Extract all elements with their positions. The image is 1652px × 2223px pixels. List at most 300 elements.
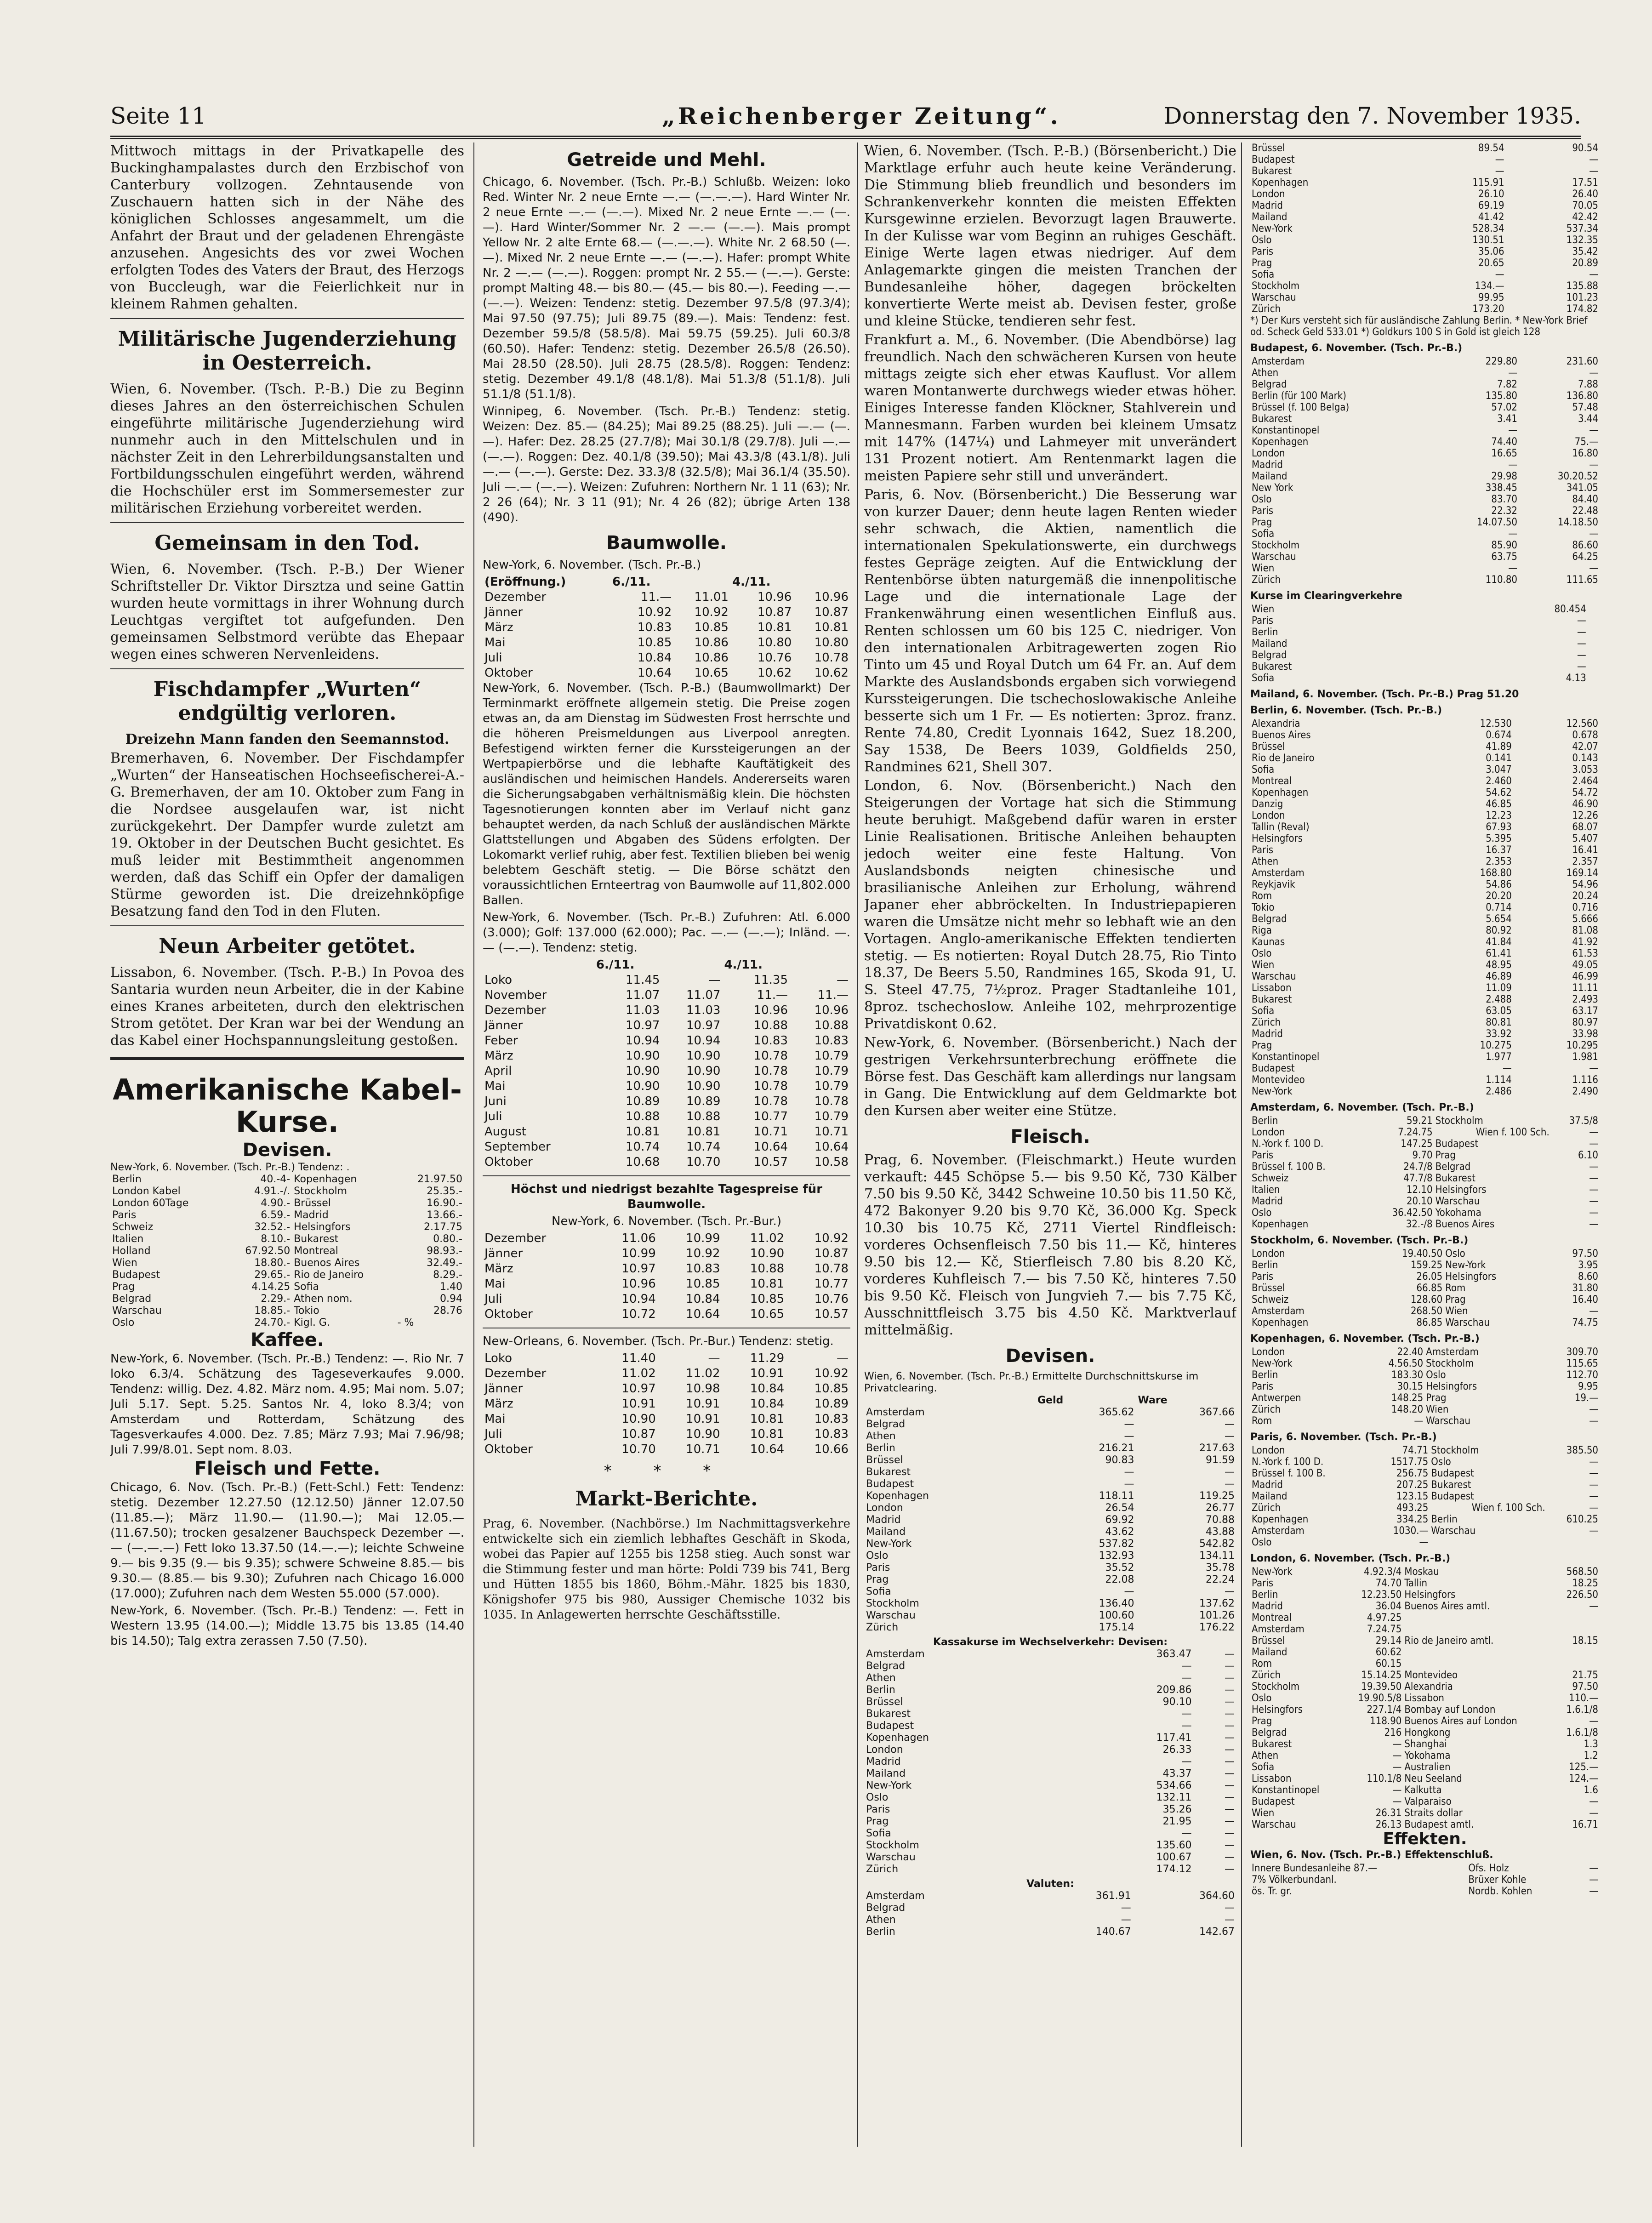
table-cell: 48.95: [1486, 959, 1512, 971]
divider: [483, 1175, 850, 1176]
table-cell: Rio de Janeiro amtl.: [1404, 1635, 1494, 1647]
table-cell: Zürich: [1252, 1017, 1281, 1028]
table-cell: —: [1225, 1756, 1235, 1767]
table-cell: Stockholm: [294, 1186, 347, 1197]
table-row: [1250, 741, 1600, 752]
table-row: [1250, 1358, 1600, 1369]
table-row: [864, 1419, 1236, 1431]
table-cell: Helsingfors: [1252, 1704, 1303, 1716]
table-cell: 367.66: [1199, 1407, 1235, 1418]
table-cell: Konstantinopel: [1252, 425, 1320, 436]
table-cell: 10.97: [686, 1019, 721, 1032]
table-cell: 97.50: [1572, 1248, 1598, 1260]
table-cell: Reykjavik: [1252, 879, 1295, 890]
table-cell: 309.70: [1566, 1346, 1598, 1358]
table-cell: 10.90: [621, 1412, 656, 1426]
article-subtitle-fischdampfer: Dreizehn Mann fanden den Seemannstod.: [125, 731, 450, 747]
table-row: [1250, 1578, 1600, 1589]
table-cell: 13.66.-: [427, 1209, 462, 1221]
baumwolle-neworleans-head: New-Orleans, 6. November. (Tsch. Pr.-Bur.) Tendenz: stetig.: [483, 1334, 834, 1348]
table-cell: Kopenhagen: [1252, 787, 1309, 798]
table-cell: 2.17.75: [424, 1221, 462, 1233]
table-cell: Oslo: [1431, 1456, 1451, 1468]
table-cell: 10.84: [686, 1292, 720, 1306]
table-cell: ös. Tr. gr.: [1252, 1886, 1292, 1897]
table-cell: Dezember: [484, 1367, 547, 1380]
table-cell: Sofia: [1252, 1005, 1275, 1017]
table-cell: 66.85: [1416, 1282, 1443, 1294]
table-cell: New-York: [1252, 223, 1293, 234]
table-cell: 32.49.-: [427, 1257, 462, 1269]
table-cell: Montreal: [294, 1245, 338, 1257]
table-cell: 10.85: [694, 621, 729, 634]
table-row: [483, 1079, 850, 1094]
table-cell: Rom: [1252, 1415, 1272, 1427]
baumwolle-head: New-York, 6. November. (Tsch. Pr.-B.): [483, 558, 701, 572]
table-cell: Feber: [484, 1034, 518, 1048]
table-cell: —: [1589, 1305, 1598, 1317]
table-row: [110, 1245, 464, 1257]
table-cell: 8.10.-: [261, 1233, 291, 1245]
table-row: [1250, 994, 1600, 1005]
column-header: 6./11.: [596, 958, 635, 972]
table-row: [864, 1756, 1236, 1768]
table-cell: Budapest: [866, 1478, 914, 1490]
table-cell: —: [837, 973, 849, 987]
table-cell: 135.88: [1566, 280, 1598, 292]
table-cell: 70.05: [1572, 200, 1598, 211]
table-cell: 24.70.-: [254, 1317, 291, 1328]
table-cell: Montevideo: [1404, 1670, 1458, 1681]
table-row: [864, 1768, 1236, 1780]
table-cell: 11.40: [621, 1351, 656, 1365]
table-cell: 4.14.25: [251, 1281, 291, 1293]
table-cell: Sofia: [1252, 528, 1275, 540]
amsterdam-head: Amsterdam, 6. November. (Tsch. Pr.-B.): [1250, 1102, 1474, 1113]
table-cell: 16.41: [1572, 844, 1598, 856]
table-cell: 97.50: [1572, 1681, 1598, 1693]
table-row: [1250, 142, 1600, 154]
table-cell: 80.92: [1486, 925, 1512, 936]
table-cell: —: [1589, 1502, 1598, 1514]
table-cell: 10.96: [621, 1277, 656, 1291]
table-row: [483, 1155, 850, 1170]
table-cell: Oslo: [1252, 494, 1272, 505]
table-cell: 69.92: [1105, 1514, 1134, 1526]
table-cell: 10.65: [750, 1307, 785, 1321]
table-cell: Amsterdam: [866, 1648, 925, 1660]
table-row: [1250, 356, 1600, 367]
table-cell: März: [484, 1397, 513, 1411]
table-cell: Loko: [484, 1351, 512, 1365]
table-cell: 10.99: [621, 1247, 656, 1260]
table-cell: —: [1589, 367, 1598, 379]
article-text-gemeinsam: Wien, 6. November. (Tsch. P.-B.) Der Wiener Schriftsteller Dr. Viktor Dirsztza und seine Gattin wurden heute vormittags in ihrer Wohnung durch Leuchtgas vergiftet tot aufgefunden. Den gemeinsamen Selbstmord verübte das Ehepaar wegen eines schweren Nervenleidens.: [110, 561, 464, 662]
table-cell: 132.11: [1156, 1792, 1192, 1803]
table-cell: 385.50: [1566, 1445, 1598, 1456]
table-cell: Jänner: [484, 1382, 523, 1396]
table-cell: Yokohama: [1404, 1750, 1451, 1761]
table-row: [483, 1231, 850, 1246]
table-cell: Italien: [112, 1233, 144, 1245]
table-cell: Budapest: [112, 1269, 160, 1281]
table-cell: Stockholm: [866, 1598, 919, 1609]
table-cell: 5.395: [1486, 833, 1512, 844]
table-cell: 10.81: [686, 1125, 721, 1139]
table-cell: 12.530: [1480, 718, 1512, 730]
table-cell: London: [866, 1502, 903, 1514]
table-cell: Wien: [1445, 1305, 1468, 1317]
table-cell: Kopenhagen: [1252, 1317, 1309, 1328]
table-row: [1250, 1704, 1600, 1716]
table-cell: 4.92.3/4: [1364, 1566, 1402, 1578]
table-cell: 10.91: [686, 1397, 720, 1411]
effekten-table: [1250, 1863, 1600, 1897]
table-cell: 41.42: [1478, 211, 1504, 223]
table-cell: Nordb. Kohlen: [1468, 1886, 1532, 1897]
baumwolle-hoechst-table: [483, 1231, 850, 1322]
table-cell: —: [1589, 154, 1598, 165]
boersenbericht-paris: Paris, 6. Nov. (Börsenbericht.) Die Besserung war von kurzer Dauer; denn heute lagen Renten wieder sehr schwach, die Aktien, namentlich die internationalen Spekulationswerte, ein durchwegs festes Gepräge zeigten. Auf die Entwicklung der Rentenbörse übten naturgemäß die innenpolitische Lage und die internationale Lage der Frankenwährung einen wesentlichen Einfluß aus. Renten schlossen um 60 bis 125 C. niedriger. Von den internationalen Arbitragewerten zogen Rio Tinto um 45 und Royal Dutch um 64 Fr. an. Auf dem Markte des Auslandsbonds ergaben sich vorwiegend Kurssteigerungen. Die tschechoslowakische Anleihe besserte sich um 1 Fr. — Es notierten: 3proz. franz. Rente 74.80, Credit Lyonnais 1642, Suez 18.200, Say 1538, De Beers 1039, Goldfields 250, Randmines 621, Shell 307.: [864, 487, 1236, 775]
table-row: [1250, 211, 1600, 223]
table-cell: 2.29.-: [261, 1293, 291, 1305]
table-cell: 10.92: [694, 605, 729, 619]
table-cell: 136.40: [1099, 1598, 1134, 1609]
table-cell: 3.047: [1486, 764, 1512, 775]
table-row: [483, 988, 850, 1003]
table-row: [1250, 1796, 1600, 1807]
table-cell: 159.25: [1410, 1260, 1443, 1271]
table-row: [1250, 627, 1600, 638]
table-cell: 54.96: [1572, 879, 1598, 890]
divider: [110, 318, 464, 319]
table-row: [110, 1305, 464, 1317]
table-cell: 54.86: [1486, 879, 1512, 890]
table-row: [1250, 1750, 1600, 1761]
table-row: [1250, 1863, 1600, 1874]
table-cell: 10.81: [757, 621, 792, 634]
table-cell: 26.31: [1375, 1807, 1402, 1819]
table-cell: Bukarest: [1252, 994, 1292, 1005]
table-row: [1250, 402, 1600, 413]
clearing-table: [1250, 604, 1600, 684]
table-cell: Madrid: [1252, 1601, 1283, 1612]
table-cell: 21.97.50: [417, 1174, 462, 1185]
table-cell: Oslo: [1445, 1248, 1465, 1260]
table-row: [110, 1317, 464, 1329]
table-cell: 10.89: [626, 1094, 660, 1108]
table-cell: 31.80: [1572, 1282, 1598, 1294]
table-cell: 10.64: [686, 1307, 720, 1321]
table-cell: 10.87: [621, 1427, 656, 1441]
table-cell: Sofia: [866, 1828, 891, 1839]
table-cell: 74.40: [1491, 436, 1518, 448]
article-title-fischdampfer: Fischdampfer „Wurten“ endgültig verloren.: [153, 678, 422, 725]
table-cell: [1403, 1658, 1554, 1670]
table-cell: London: [1252, 448, 1285, 459]
table-row: [1250, 482, 1600, 494]
table-cell: Kopenhagen: [866, 1732, 929, 1744]
table-cell: 10.71: [814, 1125, 849, 1139]
table-row: [1250, 1601, 1600, 1612]
table-cell: Wien: [1252, 959, 1275, 971]
table-cell: —: [1589, 1874, 1598, 1886]
table-cell: [1588, 650, 1600, 661]
table-cell: 10.71: [753, 1125, 788, 1139]
table-cell: Berlin: [1252, 1589, 1278, 1601]
table-row: [864, 1864, 1236, 1875]
table-cell: 10.97: [621, 1262, 656, 1276]
table-cell: Kopenhagen: [1252, 1219, 1309, 1230]
table-cell: Stockholm: [1252, 1681, 1300, 1693]
table-cell: Brüssel: [1252, 142, 1285, 154]
table-cell: —: [1589, 1796, 1598, 1807]
table-row: [110, 1257, 464, 1269]
table-cell: Warschau: [1431, 1525, 1476, 1537]
table-cell: [1554, 1624, 1600, 1635]
table-cell: Oktober: [484, 1307, 533, 1321]
table-cell: Warschau: [866, 1610, 916, 1621]
table-row: [1250, 367, 1600, 379]
table-cell: 22.24: [1206, 1574, 1235, 1585]
table-cell: New-York: [1252, 1358, 1293, 1369]
table-cell: Zürich: [1252, 1670, 1281, 1681]
table-cell: Warschau: [112, 1305, 162, 1317]
table-cell: Wien: [1252, 604, 1275, 615]
table-row: [1250, 1784, 1600, 1796]
table-cell: 26.13: [1375, 1819, 1402, 1830]
fleischmarkt-prag-text: Prag, 6. November. (Fleischmarkt.) Heute wurden verkauft: 445 Schöpse 5.— bis 9.50 Kč, 730 Kälber 7.50 bis 9.50 Kč, 3442 Schweine 10.50 bis 11.50 Kč, 472 Bakonyer 9.20 bis 9.70 Kč, 36.000 Kg. Speck 10.30 bis 10.75 Kč, 2711 Viertel Rindfleisch: vorderes Ochsenfleisch 7.50 bis 11.— Kč, hinteres 9.50 bis 12.— Kč, Stierfleisch 7.80 bis 8.20 Kč, vorderes Kuhfleisch 7.— bis 7.50 Kč, hinteres 7.50 bis 9.50 Kč. Fleisch von Jungvieh 7.— bis 7.75 Kč, Ausschnittfleisch 3.75 bis 4.50 Kč. Marktverlauf mittelmäßig.: [864, 1152, 1236, 1338]
table-cell: —: [1392, 1738, 1402, 1750]
table-cell: 10.64: [750, 1442, 785, 1456]
table-cell: 22.48: [1572, 505, 1598, 517]
table-row: [1250, 1282, 1600, 1294]
table-cell: 74.70: [1375, 1578, 1402, 1589]
table-cell: 10.92: [814, 1231, 849, 1245]
table-cell: 46.90: [1572, 798, 1598, 810]
table-cell: Oktober: [484, 1155, 533, 1169]
table-row: [1250, 730, 1600, 741]
table-cell: Amsterdam: [1252, 867, 1305, 879]
table-cell: 49.05: [1572, 959, 1598, 971]
table-row: [1250, 1150, 1600, 1161]
table-row: [1250, 1415, 1600, 1427]
table-cell: Wien: [1252, 1807, 1275, 1819]
table-cell: Tallin: [1404, 1578, 1427, 1589]
table-cell: 3.053: [1572, 764, 1598, 775]
table-cell: 148.20: [1391, 1404, 1424, 1415]
table-row: [1250, 292, 1600, 303]
table-cell: Tallin (Reval): [1252, 821, 1310, 833]
baumwolle-zufuhren-text: New-York, 6. November. (Tsch. Pr.-B.) Zufuhren: Atl. 6.000 (3.000); Golf: 137.000 (62.000); Pac. —.— (—.—); Inländ. —.— (—.—). Tendenz: stetig.: [483, 911, 850, 955]
table-cell: Mai: [484, 636, 506, 650]
table-row: [110, 1281, 464, 1293]
table-cell: Madrid: [1252, 1028, 1283, 1040]
berlin-head: Berlin, 6. November. (Tsch. Pr.-B.): [1250, 705, 1442, 716]
table-cell: 26.40: [1572, 188, 1598, 200]
berlin-table: [1250, 718, 1600, 1097]
table-cell: —: [837, 1351, 849, 1365]
table-cell: 124.—: [1569, 1773, 1598, 1784]
table-cell: Amsterdam: [1252, 356, 1305, 367]
table-cell: Zürich: [1252, 303, 1281, 315]
table-cell: Athen: [866, 1431, 896, 1442]
paris-table: [1250, 1445, 1600, 1548]
table-row: [864, 1562, 1236, 1574]
table-cell: Bukarest: [866, 1708, 911, 1720]
table-cell: 10.84: [637, 651, 672, 665]
table-cell: Kopenhagen: [1252, 1514, 1309, 1525]
table-cell: 1.3: [1584, 1738, 1598, 1750]
table-cell: New-York: [1252, 1566, 1293, 1578]
column-header: Ware: [1138, 1395, 1168, 1406]
table-cell: 10.99: [686, 1231, 720, 1245]
table-cell: 0.678: [1572, 730, 1598, 741]
table-cell: 18.85.-: [254, 1305, 291, 1317]
table-cell: 24.7/8: [1403, 1161, 1433, 1173]
table-cell: 12.23.50: [1361, 1589, 1402, 1601]
table-cell: 26.05: [1416, 1271, 1443, 1282]
table-cell: 28.76: [433, 1305, 462, 1317]
table-cell: Warschau: [1252, 971, 1296, 982]
table-cell: 11.07: [626, 988, 660, 1002]
table-cell: 10.74: [686, 1140, 721, 1154]
table-cell: 136.80: [1566, 390, 1598, 402]
table-cell: 10.71: [686, 1442, 720, 1456]
table-row: [1250, 1161, 1600, 1173]
clearing-head: Kurse im Clearingverkehre: [1250, 590, 1402, 602]
table-cell: 168.80: [1480, 867, 1512, 879]
table-cell: 10.83: [814, 1034, 849, 1048]
table-cell: Ofs. Holz: [1468, 1863, 1509, 1874]
table-row: [1250, 1647, 1600, 1658]
table-cell: Paris: [866, 1804, 890, 1815]
table-cell: 29.98: [1491, 471, 1518, 482]
table-cell: —: [1577, 615, 1586, 627]
table-row: [864, 1526, 1236, 1538]
table-cell: 9.70: [1412, 1150, 1433, 1161]
table-cell: —: [1589, 425, 1598, 436]
table-cell: Madrid: [1252, 1479, 1283, 1491]
table-cell: 231.60: [1566, 356, 1598, 367]
table-cell: Helsingfors: [1404, 1589, 1456, 1601]
table-cell: 10.83: [686, 1262, 720, 1276]
table-cell: 11.29: [750, 1351, 785, 1365]
table-cell: Antwerpen: [1252, 1392, 1301, 1404]
table-row: [1250, 540, 1600, 551]
table-cell: 35.78: [1206, 1562, 1235, 1573]
table-cell: 3.95: [1578, 1260, 1598, 1271]
table-cell: 30.15: [1397, 1381, 1424, 1392]
table-row: [1250, 459, 1600, 471]
table-cell: Zürich: [1252, 1502, 1281, 1514]
table-cell: Berlin: [1252, 1369, 1278, 1381]
table-cell: —: [1392, 1761, 1402, 1773]
kopenhagen-table: [1250, 1346, 1600, 1427]
table-cell: Madrid: [1252, 1196, 1283, 1207]
table-row: [1250, 925, 1600, 936]
table-cell: [1430, 1537, 1546, 1548]
table-cell: 43.62: [1105, 1526, 1134, 1538]
table-row: [864, 1732, 1236, 1744]
table-cell: —: [1225, 1852, 1235, 1863]
table-row: [864, 1466, 1236, 1478]
table-cell: 12.560: [1566, 718, 1598, 730]
table-cell: 59.21: [1406, 1115, 1433, 1127]
table-cell: Mailand: [1252, 638, 1287, 650]
baumwolle-eroeffnung-table: [483, 575, 850, 681]
table-cell: —: [1181, 1708, 1192, 1720]
table-cell: 90.10: [1162, 1696, 1192, 1708]
table-cell: 54.72: [1572, 787, 1598, 798]
table-cell: 338.45: [1485, 482, 1518, 494]
divider: [110, 522, 464, 523]
table-cell: 100.60: [1099, 1610, 1134, 1621]
table-cell: 4.91.-/.: [254, 1186, 291, 1197]
table-row: [1250, 528, 1600, 540]
table-row: [1250, 1537, 1600, 1548]
table-cell: 10.83: [753, 1034, 788, 1048]
table-cell: 0.714: [1486, 902, 1512, 913]
table-cell: 334.25: [1396, 1514, 1429, 1525]
table-cell: Brüssel f. 100 B.: [1252, 1161, 1326, 1173]
table-cell: 19.40.50: [1402, 1248, 1443, 1260]
table-cell: 209.86: [1156, 1684, 1192, 1696]
table-cell: 226.50: [1566, 1589, 1598, 1601]
table-cell: Warschau: [1426, 1415, 1470, 1427]
column-header: 4./11.: [732, 575, 771, 589]
table-cell: Oktober: [484, 666, 533, 680]
table-row: [1250, 1456, 1600, 1468]
table-row: [483, 1140, 850, 1155]
table-cell: Paris: [112, 1209, 137, 1221]
article-title-gemeinsam: Gemeinsam in den Tod.: [154, 531, 420, 555]
table-cell: Prag: [866, 1574, 889, 1585]
boersenbericht-wien: Wien, 6. November. (Tsch. P.-B.) (Börsenbericht.) Die Marktlage erfuhr auch heute keine Veränderung. Die Stimmung blieb freundlich und besonders im Schrankenverkehr konnten die meisten Effekten Kursgewinne erzielen. Bevorzugt lagen Brauwerte. In der Kulisse war vom Beginn an ruhiges Geschäft. Einige Werte lagen etwas niedriger. Auf dem Anlagemarkte gingen die meisten Tranchen der Bundesanleihe höher, dagegen bröckelten konvertierte Werte meist ab. Devisen fester, große und kleine Stücke, tendieren sehr fest.: [864, 143, 1236, 329]
table-cell: 29.65.-: [254, 1269, 291, 1281]
table-cell: 10.295: [1566, 1040, 1598, 1051]
table-cell: [1554, 1658, 1600, 1670]
devisen-wien-head: Wien, 6. November. (Tsch. Pr.-B.) Ermittelte Durchschnittskurse im Privatclearing.: [864, 1371, 1199, 1394]
table-cell: Helsingfors: [294, 1221, 351, 1233]
mailand-line: Mailand, 6. November. (Tsch. Pr.-B.) Prag 51.20: [1250, 689, 1519, 700]
column-header: [790, 958, 850, 973]
table-cell: 10.85: [637, 636, 672, 650]
table-cell: —: [1124, 1466, 1134, 1478]
table-cell: —: [1589, 1404, 1598, 1415]
table-row: [864, 1684, 1236, 1696]
table-row: [483, 1351, 850, 1366]
table-cell: 19.90.5/8: [1358, 1693, 1402, 1704]
table-cell: Zürich: [1252, 1404, 1281, 1415]
table-cell: Rio de Janeiro: [294, 1269, 364, 1281]
table-cell: Madrid: [866, 1756, 901, 1767]
budapest-table: [1250, 356, 1600, 586]
table-row: [1250, 879, 1600, 890]
table-cell: Jänner: [484, 1019, 523, 1032]
table-row: [483, 590, 850, 605]
table-cell: 36.42.50: [1392, 1207, 1433, 1219]
table-cell: 134.11: [1199, 1550, 1235, 1562]
table-cell: 74.71: [1402, 1445, 1429, 1456]
table-row: [1250, 615, 1600, 627]
table-cell: 3.44: [1578, 413, 1598, 425]
table-cell: 10.70: [686, 1155, 721, 1169]
table-cell: 0.80.-: [433, 1233, 462, 1245]
table-row: [1250, 718, 1600, 730]
table-cell: April: [484, 1064, 512, 1078]
table-cell: 40.-4-: [260, 1174, 291, 1185]
